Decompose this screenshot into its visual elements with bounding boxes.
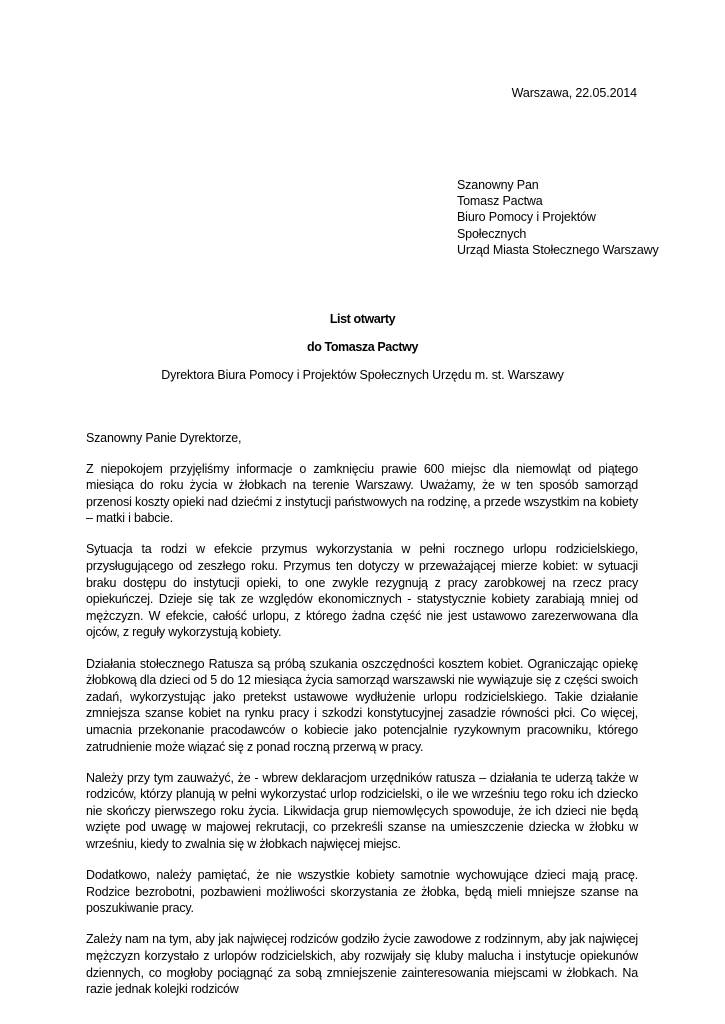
letter-subtitle: do Tomasza Pactwy	[306, 340, 419, 354]
body-paragraph: Zależy nam na tym, aby jak najwięcej rodziców godziło życie zawodowe z rodzinnym, aby jak najwięcej mężczyzn korzystało z urlopów rodzicielskich, aby rozwijały się kluby malucha i instytucje opiekunów dziennych, co mogłoby pociągnąć za sobą zmniejszenie zainteresowania miejscami w żłobkach. Na razie jednak kolejki rodziców	[86, 932, 638, 997]
addressee-line: Biuro Pomocy i Projektów	[457, 210, 596, 225]
letter-subtitle-2: Dyrektora Biura Pomocy i Projektów Społecznych Urzędu m. st. Warszawy	[161, 368, 564, 382]
body-paragraph: Sytuacja ta rodzi w efekcie przymus wykorzystania w pełni rocznego urlopu rodzicielskiego, przysługującego od zeszłego roku. Przymus ten dotyczy w przeważającej mierze kobiet: w sytuacji braku dostępu do instytucji opieki, to one zwykle rezygnują z pracy zarobkowej na rzecz pracy opiekuńczej. Dzieje się tak ze względów ekonomicznych - statystycznie kobiety zarabiają mniej od mężczyzn. W efekcie, całość urlopu, z którego żadna część nie jest ustawowo zarezerwowana dla ojców, z reguły wykorzystują kobiety.	[86, 542, 638, 640]
addressee-line: Tomasz Pactwa	[457, 194, 543, 209]
body-paragraph: Działania stołecznego Ratusza są próbą szukania oszczędności kosztem kobiet. Ograniczając opiekę żłobkową dla dzieci od 5 do 12 miesiąca życia samorząd warszawski nie wywiązuje się z części swoich zadań, wykorzystując jako pretekst ustawowe wydłużenie urlopu rodzicielskiego. Takie działanie zmniejsza szanse kobiet na rynku pracy i szkodzi konstytucyjnej zasadzie równości płci. Co więcej, umacnia przekonanie pracodawców o kobiecie jako potencjalnie ryzykownym pracowniku, którego zatrudnienie może wiązać się z ponad roczną przerwą w pracy.	[86, 656, 638, 754]
body-paragraph: Z niepokojem przyjęliśmy informacje o zamknięciu prawie 600 miejsc dla niemowląt od piątego miesiąca do roku życia w żłobkach na terenie Warszawy. Uważamy, że w ten sposób samorząd przenosi koszty opieki nad dziećmi z instytucji państwowych na rodzinę, a przede wszystkim na kobiety – matki i babcie.	[86, 461, 638, 526]
title-block	[0, 312, 725, 382]
salutation: Szanowny Panie Dyrektorze,	[86, 431, 242, 445]
addressee-block	[457, 177, 659, 258]
addressee-line: Urząd Miasta Stołecznego Warszawy	[457, 242, 659, 257]
body-paragraph: Dodatkowo, należy pamiętać, że nie wszystkie kobiety samotnie wychowujące dzieci mają pracę. Rodzice bezrobotni, pozbawieni możliwości skorzystania ze żłobka, będą mieli mniejsze szanse na poszukiwanie pracy.	[86, 868, 638, 916]
letter-title: List otwarty	[329, 312, 396, 326]
body-paragraph: Należy przy tym zauważyć, że - wbrew deklaracjom urzędników ratusza – działania te uderzą także w rodziców, którzy planują w pełni wykorzystać urlop rodzicielski, o ile we wrześniu tego roku ich dziecko nie skończy pierwszego roku życia. Likwidacja grup niemowlęcych spowoduje, że ich dzieci nie będą wzięte pod uwagę w majowej rekrutacji, co przekreśli szanse na umieszczenie dziecka w żłobku w wrześniu, kiedy to zwalnia się w żłobkach najwięcej miejsc.	[86, 770, 638, 851]
addressee-line: Szanowny Pan	[457, 178, 539, 192]
addressee-line: Społecznych	[457, 226, 527, 241]
letter-body	[86, 430, 638, 1012]
date-line: Warszawa, 22.05.2014	[511, 86, 637, 100]
